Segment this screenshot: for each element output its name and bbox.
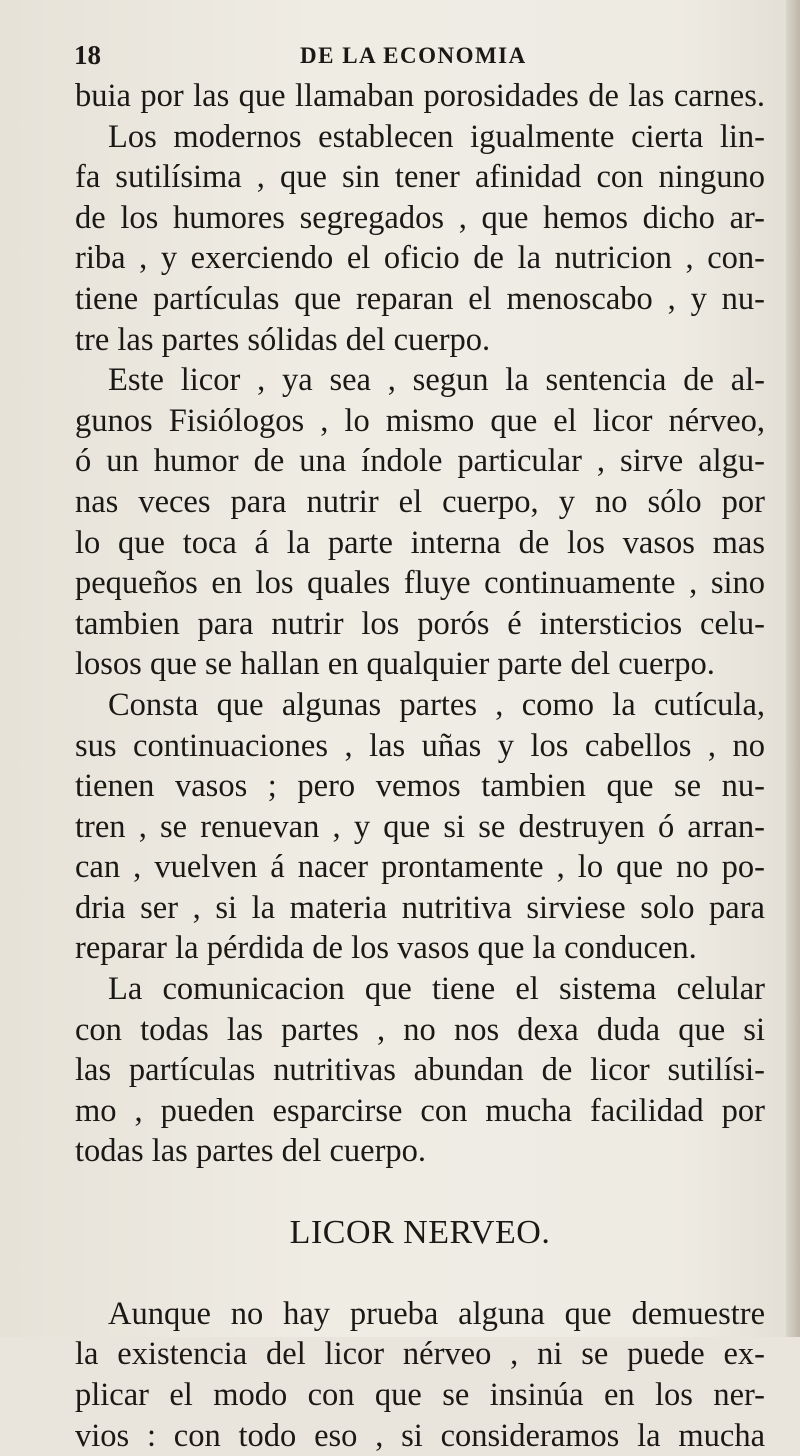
body-text [75,76,765,1456]
text-line: ó un humor de una índole particular , sirve algu- [75,443,765,480]
running-head [74,40,754,80]
text-line: nas veces para nutrir el cuerpo, y no sólo por [75,483,765,520]
text-line: Este licor , ya sea , segun la sentencia de al- [108,362,765,399]
text-line: buia por las que llamaban porosidades de las carnes. [75,78,765,114]
text-line: tambien para nutrir los porós é intersticios celu- [75,605,765,642]
page-edge [786,0,800,1337]
text-line: pequeños en los quales fluye continuamente , sino [75,565,765,602]
text-line: Los modernos establecen igualmente cierta lin- [108,118,765,155]
text-line: fa sutilísima , que sin tener afinidad con ninguno [75,159,765,196]
text-line: plicar el modo con que se insinúa en los ner- [75,1377,765,1413]
running-head-title: DE LA ECONOMIA [300,43,527,68]
text-line: mo , pueden esparcirse con mucha facilidad por [75,1092,765,1129]
text-line: losos que se hallan en qualquier parte del cuerpo. [75,646,715,683]
text-line: can , vuelven á nacer prontamente , lo que no po- [75,849,765,886]
text-line: tienen vasos ; pero vemos tambien que se nu- [75,768,765,805]
text-line: sus continuaciones , las uñas y los cabellos , no [75,727,765,764]
text-line: La comunicacion que tiene el sistema celular [108,971,765,1008]
text-line: gunos Fisiólogos , lo mismo que el licor nérveo, [75,402,765,439]
text-line: la existencia del licor nérveo , ni se puede ex- [75,1336,765,1373]
spacer [75,1253,765,1294]
text-line: lo que toca á la parte interna de los vasos mas [75,524,765,561]
text-line: Consta que algunas partes , como la cutícula, [108,686,765,723]
text-line: tiene partículas que reparan el menoscabo , y nu- [75,280,765,317]
text-line: tre las partes sólidas del cuerpo. [75,321,491,358]
text-line: todas las partes del cuerpo. [75,1133,427,1170]
page-number: 18 [74,40,101,70]
section-heading: LICOR NERVEO. [289,1213,551,1251]
text-line: Aunque no hay prueba alguna que demuestre [108,1295,765,1332]
text-line: de los humores segregados , que hemos dicho ar- [75,199,765,236]
text-line: reparar la pérdida de los vasos que la conducen. [75,930,697,967]
text-line: con todas las partes , no nos dexa duda que si [75,1011,765,1048]
text-line: tren , se renuevan , y que si se destruyen ó arran- [75,808,765,845]
text-line: vios : con todo eso , si consideramos la mucha [75,1417,765,1454]
text-line: riba , y exerciendo el oficio de la nutricion , con- [75,240,765,277]
text-line: las partículas nutritivas abundan de licor sutilísi- [75,1052,765,1089]
text-line: dria ser , si la materia nutritiva sirviese solo para [75,889,765,926]
spacer [75,1172,765,1213]
